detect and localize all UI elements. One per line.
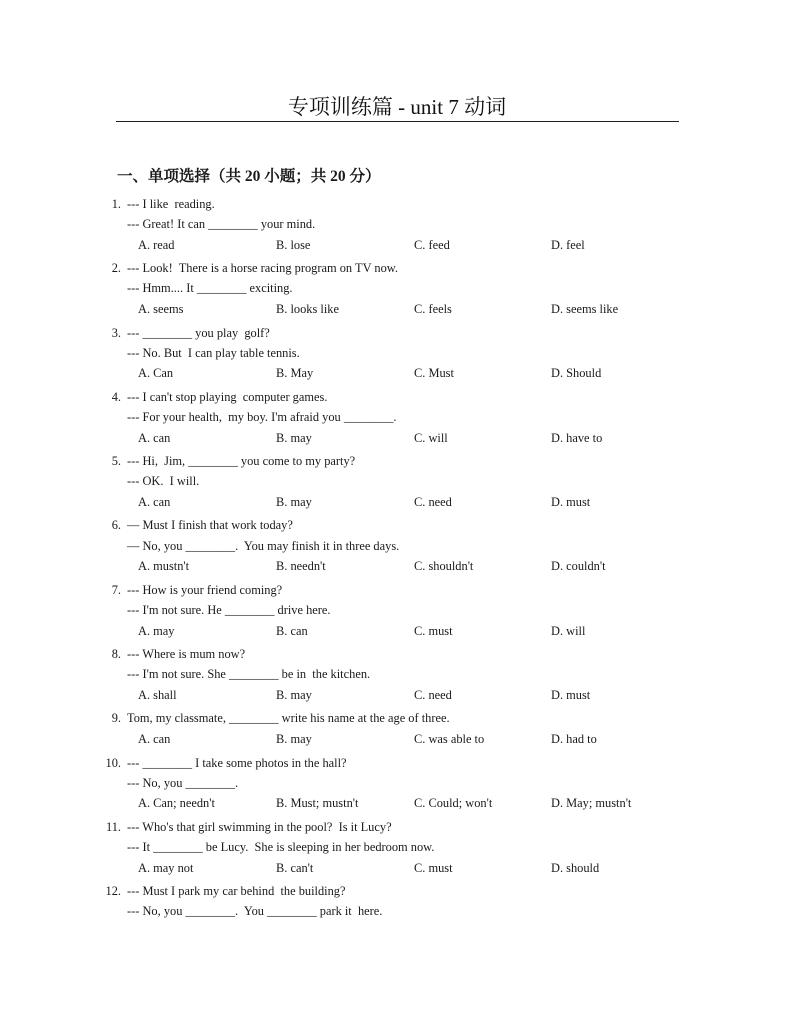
question-prompt: — Must I finish that work today?: [127, 518, 293, 533]
option-d[interactable]: D. will: [551, 623, 586, 638]
option-d[interactable]: D. couldn't: [551, 559, 606, 574]
question-4: [0, 387, 794, 451]
question-number: 3.: [111, 325, 121, 340]
question-11: [0, 817, 794, 881]
question-response: --- No, you ________.: [127, 775, 239, 790]
options-row: [0, 428, 794, 448]
question-response: --- I'm not sure. He ________ drive here.: [127, 602, 331, 617]
option-b[interactable]: B. Must; mustn't: [276, 796, 359, 811]
options-row: [0, 858, 794, 878]
option-c[interactable]: C. need: [414, 494, 452, 509]
option-b[interactable]: B. May: [276, 366, 314, 381]
option-d[interactable]: D. must: [551, 494, 591, 509]
question-prompt: --- Who's that girl swimming in the pool? Is it Lucy?: [127, 819, 392, 834]
options-row: [0, 556, 794, 576]
question-1: [0, 194, 794, 258]
question-6: [0, 515, 794, 579]
question-number: 11.: [105, 819, 121, 834]
question-prompt: Tom, my classmate, ________ write his name at the age of three.: [127, 711, 450, 726]
options-row: [0, 492, 794, 512]
option-d[interactable]: D. feel: [551, 237, 585, 252]
option-d[interactable]: D. Should: [551, 366, 602, 381]
question-9: [0, 708, 794, 752]
question-response: --- Great! It can ________ your mind.: [127, 217, 316, 232]
option-b[interactable]: B. looks like: [276, 302, 339, 317]
option-b[interactable]: B. may: [276, 731, 312, 746]
question-prompt: --- I can't stop playing computer games.: [127, 389, 328, 404]
question-response: --- No, you ________. You ________ park it here.: [127, 904, 383, 919]
question-number: 5.: [111, 454, 121, 469]
option-b[interactable]: B. may: [276, 494, 312, 509]
option-a[interactable]: A. Can; needn't: [138, 796, 215, 811]
option-c[interactable]: C. must: [414, 623, 453, 638]
question-number: 12.: [105, 884, 121, 899]
option-c[interactable]: C. Could; won't: [414, 796, 493, 811]
question-response: --- It ________ be Lucy. She is sleeping in her bedroom now.: [127, 840, 435, 855]
option-a[interactable]: A. may not: [138, 860, 194, 875]
option-b[interactable]: B. needn't: [276, 559, 326, 574]
option-c[interactable]: C. feed: [414, 237, 450, 252]
question-number: 2.: [111, 261, 121, 276]
question-number: 6.: [111, 518, 121, 533]
option-a[interactable]: A. may: [138, 623, 175, 638]
options-row: [0, 793, 794, 813]
page-title: 专项训练篇 - unit 7 动词: [287, 95, 507, 119]
question-response: --- I'm not sure. She ________ be in the kitchen.: [127, 667, 371, 682]
option-a[interactable]: A. mustn't: [138, 559, 190, 574]
question-12: [0, 881, 794, 945]
question-number: 9.: [111, 711, 121, 726]
question-prompt: --- Must I park my car behind the building?: [127, 884, 346, 899]
option-a[interactable]: A. Can: [138, 366, 174, 381]
question-response: --- Hmm.... It ________ exciting.: [127, 281, 293, 296]
option-d[interactable]: D. must: [551, 687, 591, 702]
section-heading: 一、单项选择（共 20 小题；共 20 分）: [117, 168, 381, 185]
option-d[interactable]: D. have to: [551, 430, 603, 445]
options-row: [0, 729, 794, 749]
question-number: 8.: [111, 647, 121, 662]
option-c[interactable]: C. shouldn't: [414, 559, 474, 574]
question-number: 4.: [111, 389, 121, 404]
question-prompt: --- I like reading.: [127, 197, 215, 211]
option-a[interactable]: A. can: [138, 731, 171, 746]
option-c[interactable]: C. was able to: [414, 731, 485, 746]
option-b[interactable]: B. can't: [276, 860, 314, 875]
question-number: 10.: [105, 755, 121, 770]
question-response: --- No. But I can play table tennis.: [127, 345, 300, 360]
options-row: [0, 685, 794, 705]
option-c[interactable]: C. will: [414, 430, 448, 445]
question-response: --- OK. I will.: [127, 474, 200, 489]
options-row: [0, 299, 794, 319]
question-prompt: --- How is your friend coming?: [127, 582, 283, 597]
options-row: [0, 621, 794, 641]
question-list: [0, 194, 794, 945]
option-c[interactable]: C. need: [414, 687, 452, 702]
question-5: [0, 451, 794, 515]
question-8: [0, 644, 794, 708]
option-a[interactable]: A. seems: [138, 302, 184, 317]
option-c[interactable]: C. Must: [414, 366, 454, 381]
question-7: [0, 580, 794, 644]
option-a[interactable]: A. shall: [138, 687, 177, 702]
question-number: 7.: [111, 582, 121, 597]
option-d[interactable]: D. had to: [551, 731, 597, 746]
option-b[interactable]: B. may: [276, 430, 312, 445]
option-c[interactable]: C. feels: [414, 302, 452, 317]
question-number: 1.: [111, 197, 121, 211]
option-b[interactable]: B. may: [276, 687, 312, 702]
options-row: [0, 235, 794, 255]
question-prompt: --- ________ I take some photos in the hall?: [127, 755, 347, 770]
question-10: [0, 753, 794, 817]
option-a[interactable]: A. read: [138, 237, 175, 252]
question-response: --- For your health, my boy. I'm afraid you ________.: [127, 410, 397, 425]
question-3: [0, 323, 794, 387]
option-d[interactable]: D. May; mustn't: [551, 796, 632, 811]
question-response: — No, you ________. You may finish it in three days.: [127, 538, 400, 553]
question-prompt: --- Where is mum now?: [127, 647, 246, 662]
question-2: [0, 258, 794, 322]
option-d[interactable]: D. seems like: [551, 302, 619, 317]
question-prompt: --- ________ you play golf?: [127, 325, 270, 340]
option-d[interactable]: D. should: [551, 860, 600, 875]
option-a[interactable]: A. can: [138, 494, 171, 509]
option-a[interactable]: A. can: [138, 430, 171, 445]
option-c[interactable]: C. must: [414, 860, 453, 875]
question-prompt: --- Hi, Jim, ________ you come to my party?: [127, 454, 356, 469]
question-prompt: --- Look! There is a horse racing program on TV now.: [127, 261, 399, 276]
option-b[interactable]: B. can: [276, 623, 308, 638]
option-b[interactable]: B. lose: [276, 237, 311, 252]
options-row: [0, 363, 794, 383]
title-underline: [116, 121, 679, 122]
